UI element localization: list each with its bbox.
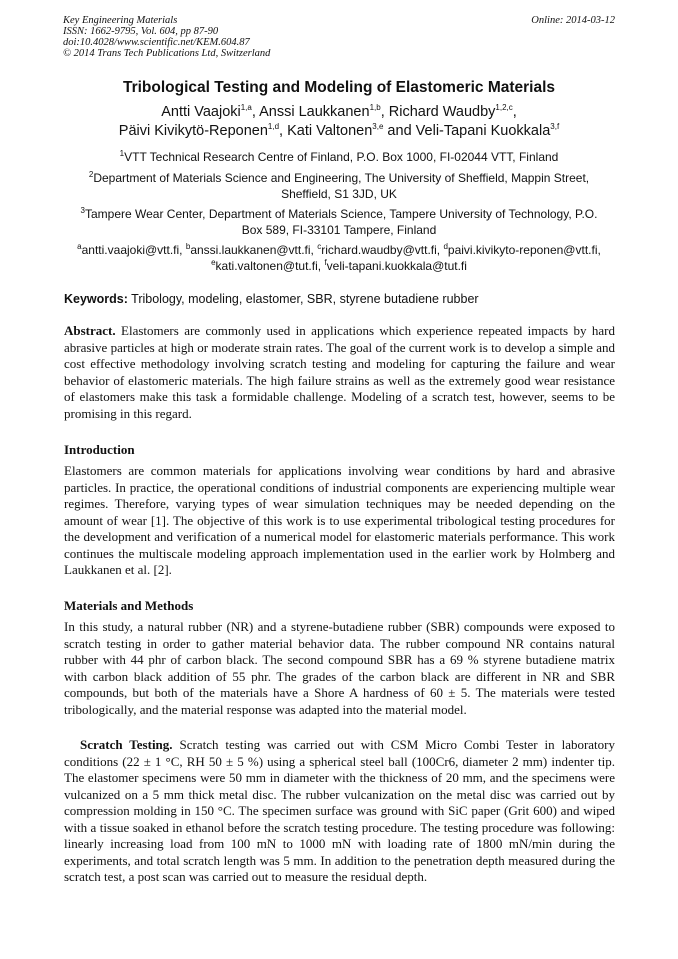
email-link[interactable]: veli-tapani.kuokkala@tut.fi	[326, 258, 467, 273]
author-affiliation-mark: 3,f	[550, 122, 560, 132]
journal-name: Key Engineering Materials	[63, 15, 178, 26]
author-emails: $^a$antti.vaajoki@vtt.fi, $^b$anssi.laukkanen@vtt.fi, $^c$richard.waudby@vtt.fi, $^d$paivi.kivikyto-reponen@vtt.fi, $^e$kati.valtonen@tut.fi, $^f$veli-tapani.kuokkala@tut.fi	[77, 242, 601, 273]
affiliation-1	[70, 150, 608, 166]
author-name: , Anssi Laukkanen	[251, 104, 370, 120]
email-link[interactable]: paivi.kivikyto-reponen@vtt.fi,	[447, 243, 601, 257]
section-heading-methods: Materials and Methods	[64, 598, 194, 613]
author-affiliation-mark: 1,2,c	[495, 103, 513, 113]
affiliation-text: Tampere Wear Center, Department of Materials Science, Tampere University of Technology, P.O. Box 589, FI-33101 Tampere, Finland	[84, 207, 598, 237]
abstract-label: Abstract.	[64, 323, 116, 338]
email-link[interactable]: richard.waudby@vtt.fi,	[321, 243, 444, 257]
author-name: Antti Vaajoki	[161, 104, 241, 120]
affiliation-mark: 1	[119, 149, 125, 158]
author-affiliation-mark: 3,e	[372, 122, 384, 132]
author-name: and Veli-Tapani Kuokkala	[383, 123, 551, 139]
scratch-testing-paragraph	[64, 737, 615, 886]
paper-title: Tribological Testing and Modeling of Elastomeric Materials	[122, 79, 556, 96]
abstract-text: Elastomers are commonly used in applications which experience repeated impacts by hard abrasive particles at high or moderate strain rates. The goal of the current work is to develop a simple and cost effective methodology involving scratch testing and modeling for capturing the failure and wear behavior of elastomeric materials. The high failure strains as well as the extremely good wear resistance of elastomers make this task a formidable challenge. Modeling of a scratch test, however, seems to be promising in this regard.	[64, 323, 615, 421]
email-link[interactable]: kati.valtonen@tut.fi,	[215, 258, 325, 273]
keywords-label: Keywords:	[64, 292, 128, 306]
author-name: , Richard Waudby	[380, 104, 496, 120]
keywords-text: Tribology, modeling, elastomer, SBR, styrene butadiene rubber	[127, 292, 479, 306]
author-name: , Kati Valtonen	[279, 123, 373, 139]
email-link[interactable]: anssi.laukkanen@vtt.fi,	[190, 243, 318, 257]
affiliation-3	[70, 207, 608, 238]
introduction-text: Elastomers are common materials for applications involving wear conditions by hard and abrasive particles. In practice, the operational conditions of industrial components are experiencing multiple wear regimes. Therefore, varying types of wear simulation techniques may be needed depending on the amount of wear [1]. The objective of this work is to use experimental tribological testing procedures for the development and verification of a numerical model for elastomeric materials performance. This work continues the multiscale modeling approach implementation used in the earlier work by Holmberg and Laukkanen et al. [2].	[64, 463, 615, 577]
affiliation-mark: 3	[80, 206, 85, 215]
affiliation-mark: 2	[88, 170, 94, 179]
scratch-testing-label: Scratch Testing.	[80, 737, 173, 752]
section-heading-introduction: Introduction	[64, 442, 135, 457]
affiliation-2	[70, 171, 608, 202]
journal-doi: doi:10.4028/www.scientific.net/KEM.604.87	[63, 37, 250, 48]
affiliation-text: VTT Technical Research Centre of Finland, P.O. Box 1000, FI-02044 VTT, Finland	[124, 150, 559, 164]
author-affiliation-mark: 1,b	[369, 103, 381, 113]
abstract	[64, 323, 615, 422]
keywords	[64, 292, 479, 306]
author-name: Päivi Kivikytö-Reponen	[118, 123, 268, 139]
author-affiliation-mark: 1,d	[267, 122, 280, 132]
journal-copyright: © 2014 Trans Tech Publications Ltd, Switzerland	[63, 48, 271, 59]
scratch-testing-text: Scratch testing was carried out with CSM Micro Combi Tester in laboratory conditions (22 ± 1 °C, RH 50 ± 5 %) using a spherical steel ball (100Cr6, diameter 2 mm) indenter tip. The elastomer specimens were 50 mm in diameter with the thickness of 20 mm, and the specimens were vulcanized on a 5 mm thick metal disc. The rubber vulcanization on the metal disc was carried out by compression molding in 150 °C. The specimen surface was ground with SiC paper (Grit 600) and wiped with a tissue soaked in ethanol before the scratch testing procedure. The testing procedure was following: linearly increasing load from 100 mN to 1000 mN with loading rate of 1800 mN/min during the experiments, and total scratch length was 5 mm. In addition to the penetration depth measured during the scratch test, a post scan was carried out to measure the residual depth.	[64, 737, 616, 884]
methods-text: In this study, a natural rubber (NR) and a styrene-butadiene rubber (SBR) compounds were exposed to scratch testing in order to gather material behavior data. The rubber compound NR contains natural rubber with 44 phr of carbon black. The second compound SBR has a 69 % styrene butadiene matrix with carbon black addition of 55 phr. The grades of the carbon black are different in NR and SBR compounds, but both of the materials have a Shore A hardness of 60 ± 5. The materials were tested tribologically, and the material response was adapted into the material model.	[64, 619, 615, 717]
affiliation-text: Department of Materials Science and Engineering, The University of Sheffield, Mappin Street, Sheffield, S1 3JD, UK	[93, 171, 590, 201]
author-separator: ,	[512, 104, 517, 120]
journal-issn: ISSN: 1662-9795, Vol. 604, pp 87-90	[63, 26, 219, 37]
online-date: Online: 2014-03-12	[531, 15, 615, 26]
author-list	[40, 103, 638, 141]
email-link[interactable]: antti.vaajoki@vtt.fi,	[81, 243, 186, 257]
journal-header	[63, 15, 270, 59]
author-affiliation-mark: 1,a	[240, 103, 252, 113]
